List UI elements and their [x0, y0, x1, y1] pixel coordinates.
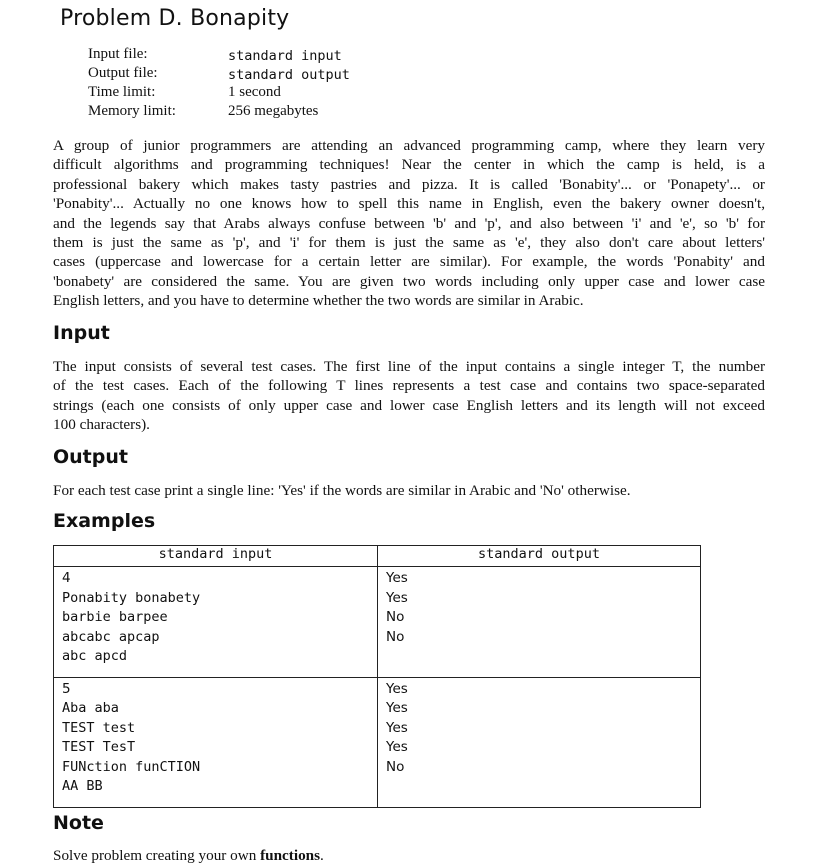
examples-output-header: standard output: [378, 546, 701, 567]
example-input-line: barbie barpee: [62, 609, 168, 625]
statement-line: 'Ponabity'... Actually no one knows how to spell this name in English, even the bakery owner doesn't,: [53, 195, 765, 213]
example-output-line: No: [386, 628, 405, 645]
note-suffix: .: [320, 847, 324, 864]
statement-line: difficult algorithms and programming techniques! Near the center in which the camp is held, is a: [53, 156, 765, 174]
example-input-line: Aba aba: [62, 700, 119, 716]
output-heading: Output: [53, 446, 128, 468]
example-output-line: Yes: [386, 700, 408, 716]
example-input-line: FUNction funCTION: [62, 758, 201, 775]
input-line: 100 characters).: [53, 416, 150, 434]
input-line: strings (each one consists of only upper case and lower case English letters and its length will not exceed: [53, 396, 765, 414]
meta-output-file: [88, 65, 388, 85]
examples-header-row: [54, 546, 701, 567]
input-line: of the test cases. Each of the following T lines represents a test case and contains two space-separated: [53, 377, 765, 395]
example-output-line: Yes: [386, 589, 408, 606]
problem-statement: [53, 136, 765, 311]
meta-label: Memory limit:: [88, 103, 176, 119]
statement-line: 'bonabety' are considered the same. You are given two words including only upper case and lower case: [53, 272, 765, 290]
output-line: For each test case print a single line: 'Yes' if the words are similar in Arabic and 'No' otherwise.: [53, 482, 631, 499]
statement-line: and the legends say that Arabs always confuse between 'b' and 'p', and also between 'i' and 'e', so 'b' for: [53, 214, 765, 232]
example-input-line: AA BB: [62, 778, 103, 794]
meta-time-limit: [88, 84, 388, 104]
example-output-line: No: [386, 758, 405, 775]
example-input-line: 5: [62, 680, 71, 697]
input-description: [53, 357, 765, 435]
examples-heading: Examples: [53, 510, 156, 532]
problem-title: Problem D. Bonapity: [60, 6, 290, 31]
statement-line: professional bakery which makes tasty pastries and pizza. It is called 'Bonabity'... or 'Ponapety'... or: [53, 175, 765, 193]
input-heading: Input: [53, 322, 110, 344]
example-output-line: Yes: [386, 719, 408, 736]
meta-value: 256 megabytes: [228, 103, 319, 119]
example-input-line: abcabc apcap: [62, 628, 160, 645]
statement-line: them is just the same as 'p', and 'i' for them is just the same as 'e', they also don't care about letters': [53, 234, 765, 252]
example-input-line: TEST TesT: [62, 739, 136, 755]
example-output-line: Yes: [386, 739, 408, 755]
statement-line: A group of junior programmers are attending an advanced programming camp, where they learn very: [53, 137, 765, 154]
example-input-line: Ponabity bonabety: [62, 589, 201, 606]
statement-line: English letters, and you have to determine whether the two words are similar in Arabic.: [53, 292, 584, 310]
example-row: [54, 567, 701, 678]
example-input-cell: [54, 677, 378, 807]
note-text: [53, 846, 765, 865]
meta-value: standard input: [228, 48, 342, 64]
example-output-line: No: [386, 609, 405, 625]
examples-input-header: standard input: [54, 546, 378, 567]
example-input-cell: [54, 567, 378, 678]
meta-label: Input file:: [88, 46, 148, 62]
meta-value: standard output: [228, 67, 350, 83]
example-output-cell: [378, 677, 701, 807]
example-input-line: abc apcd: [62, 648, 128, 664]
meta-value: 1 second: [228, 84, 281, 100]
meta-memory-limit: [88, 103, 388, 123]
output-description: [53, 481, 765, 500]
example-output-line: Yes: [386, 570, 408, 586]
meta-input-file: [88, 46, 388, 66]
example-row: [54, 677, 701, 807]
note-prefix: Solve problem creating your own: [53, 847, 261, 864]
example-input-line: 4: [62, 570, 71, 586]
example-output-line: Yes: [386, 680, 408, 697]
note-bold: functions: [260, 847, 321, 864]
meta-label: Time limit:: [88, 84, 156, 100]
examples-table: [53, 545, 701, 808]
statement-line: cases (uppercase and lowercase for a certain letter are similar). For example, the words 'Ponabity' and: [53, 253, 765, 271]
note-heading: Note: [53, 812, 104, 834]
meta-label: Output file:: [88, 65, 158, 81]
input-line: The input consists of several test cases. The first line of the input contains a single integer T, the number: [53, 358, 765, 375]
example-input-line: TEST test: [62, 719, 136, 736]
example-output-cell: [378, 567, 701, 678]
